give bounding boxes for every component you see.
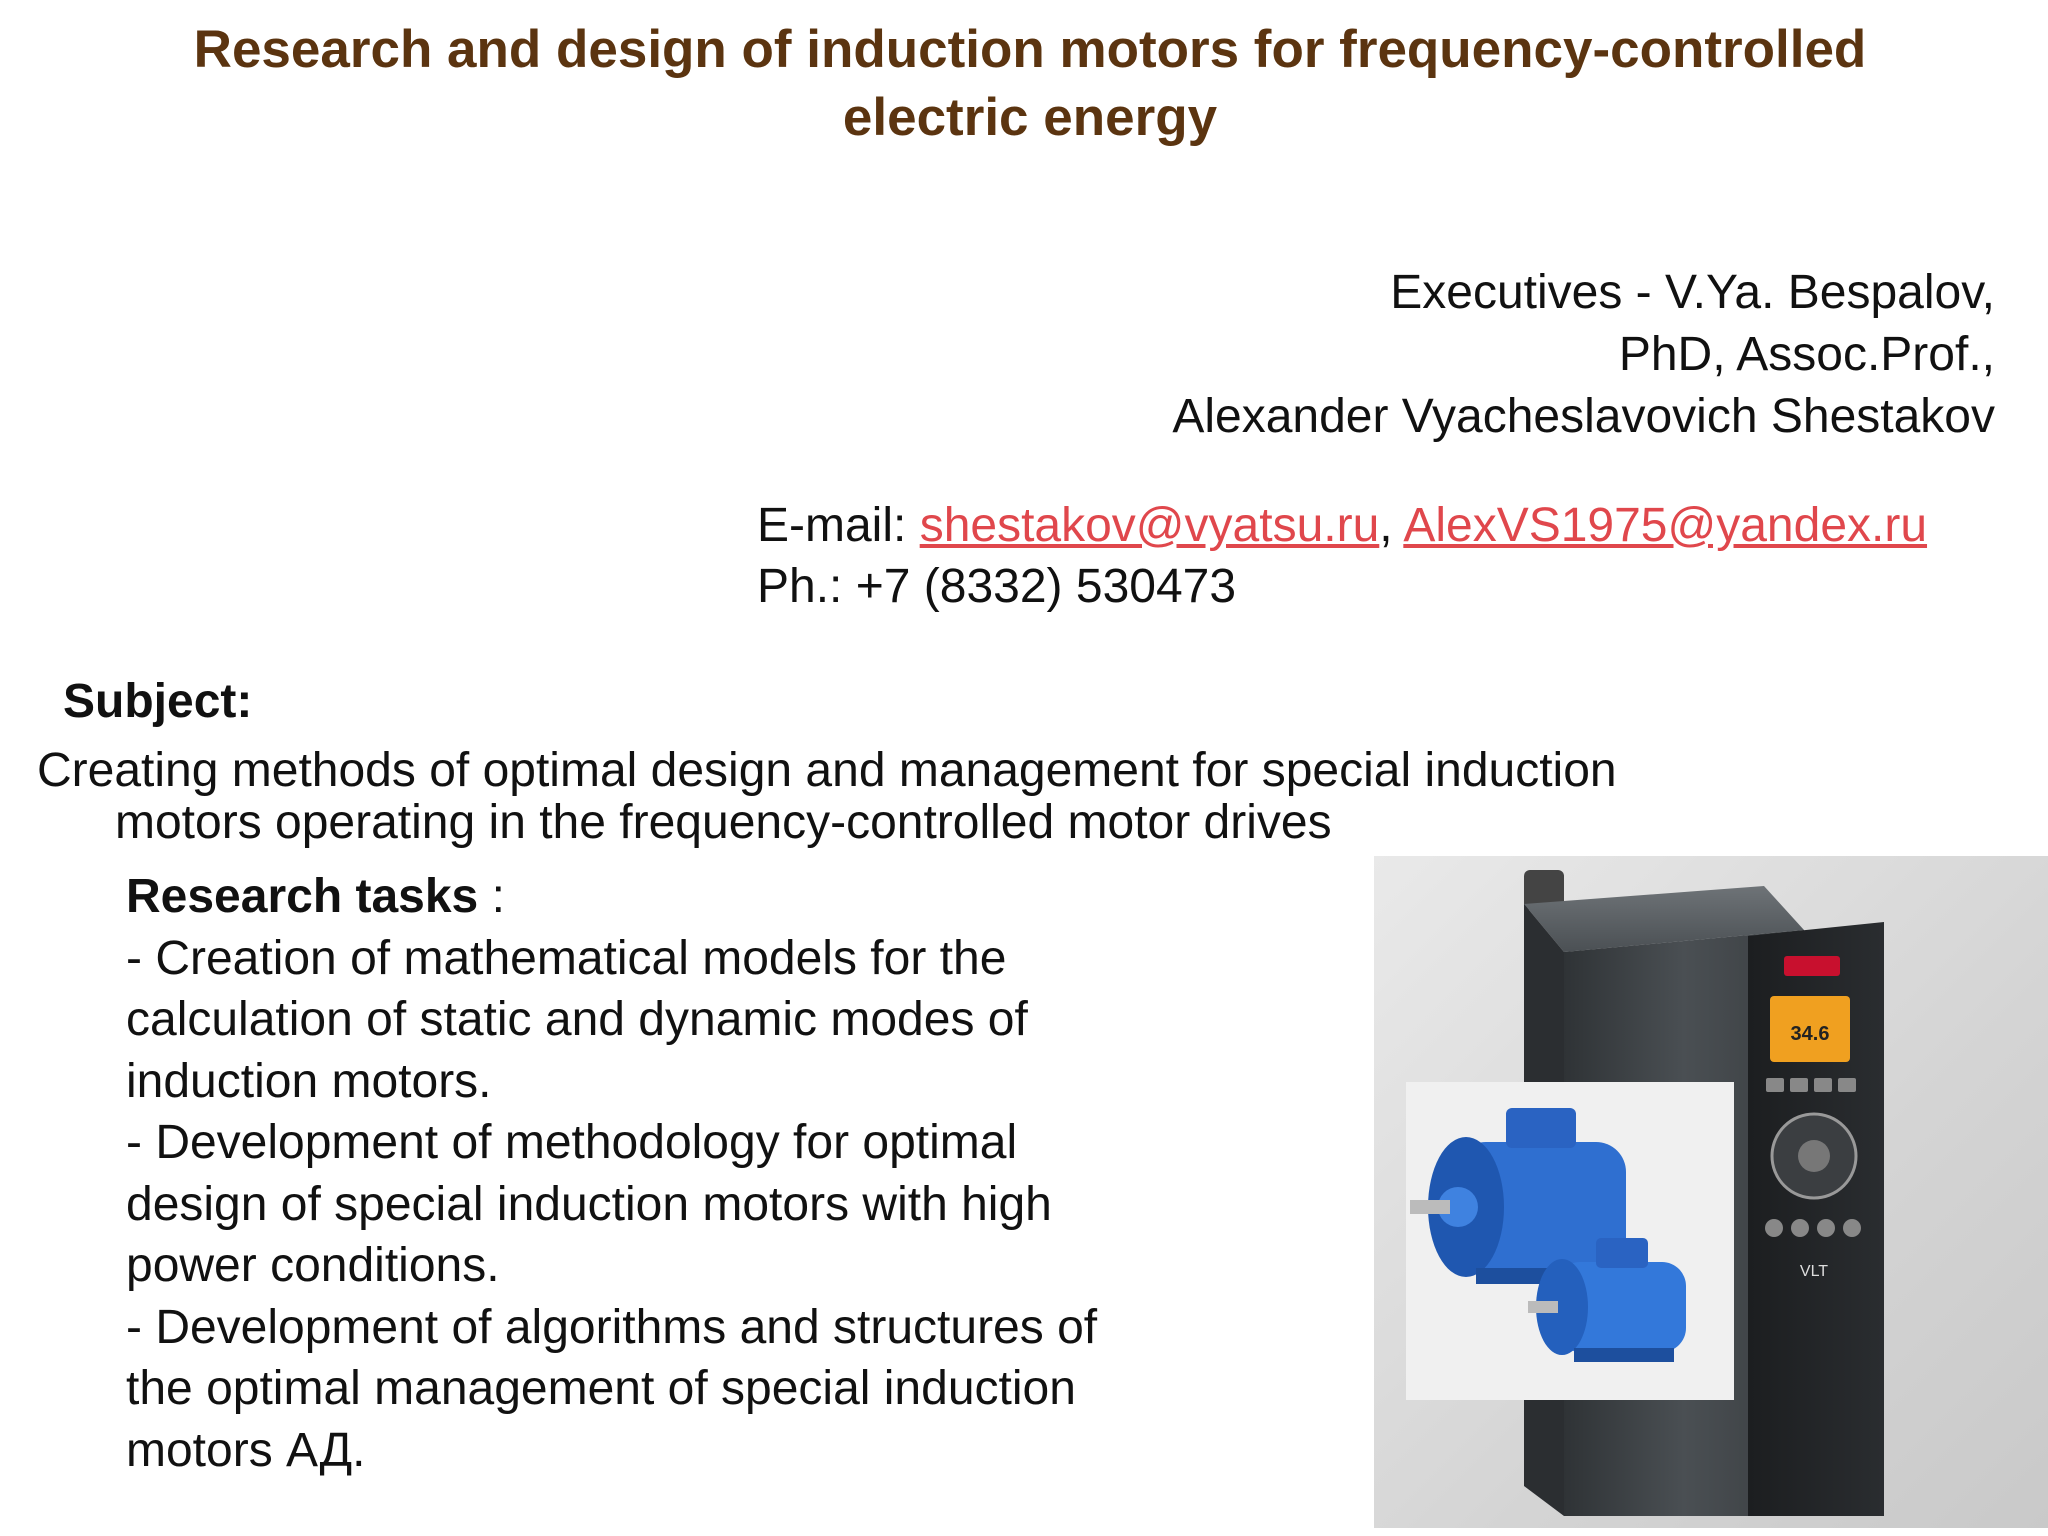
email-link-1[interactable]: shestakov@vyatsu.ru [919, 499, 1380, 552]
drive-logo [1784, 956, 1840, 976]
executives-line-3: Alexander Vyacheslavovich Shestakov [1172, 390, 1995, 443]
drive-button [1791, 1219, 1809, 1237]
task-line: power conditions. [126, 1239, 500, 1292]
contact-block [757, 495, 1927, 617]
title-line-2: electric energy [842, 88, 1218, 147]
task-line: design of special induction motors with high [126, 1177, 1052, 1231]
title-line-1: Research and design of induction motors for frequency-controlled [193, 20, 1867, 79]
subject-text [37, 745, 1737, 849]
motor-terminal-box [1506, 1108, 1576, 1148]
task-line: - Development of methodology for optimal [126, 1116, 1018, 1169]
email-link-2[interactable]: AlexVS1975@yandex.ru [1403, 499, 1928, 552]
subject-line-2: motors operating in the frequency-controlled motor drives [115, 796, 1332, 849]
email-label: E-mail: [757, 499, 920, 552]
executives-line-2: PhD, Assoc.Prof., [1618, 328, 1995, 381]
drive-button [1765, 1219, 1783, 1237]
motor-photo [1406, 1082, 1734, 1400]
task-line: the optimal management of special induction [126, 1362, 1076, 1415]
motor-small-feet [1574, 1348, 1674, 1362]
drive-button [1790, 1078, 1808, 1092]
drive-button [1838, 1078, 1856, 1092]
research-tasks-heading [126, 866, 1226, 928]
research-tasks [126, 866, 1226, 1481]
task-line: - Creation of mathematical models for the [126, 931, 1007, 985]
drive-button [1766, 1078, 1784, 1092]
research-tasks-heading-suffix: : [478, 870, 505, 923]
task-line: calculation of static and dynamic modes of [126, 993, 1028, 1046]
task-line: - Development of algorithms and structures of [126, 1300, 1098, 1354]
research-tasks-heading-text: Research tasks [126, 870, 479, 923]
motor-large-shaft [1410, 1200, 1450, 1214]
subject-line-1: Creating methods of optimal design and management for special induction [37, 744, 1617, 797]
drive-model-text: VLT [1799, 1263, 1829, 1280]
drive-display-value: 34.6 [1790, 1023, 1830, 1045]
slide-title [60, 16, 2000, 152]
induction-motors-illustration [1406, 1082, 1734, 1400]
drive-button [1814, 1078, 1832, 1092]
email-line [757, 495, 1927, 556]
subject-label: Subject: [63, 675, 253, 728]
motor-small-shaft [1528, 1301, 1558, 1313]
executives-block [1172, 262, 1995, 448]
executives-line-1: Executives - V.Ya. Bespalov, [1390, 266, 1995, 319]
drive-button [1843, 1219, 1861, 1237]
phone-line: Ph.: +7 (8332) 530473 [757, 560, 1237, 613]
task-line: induction motors. [126, 1054, 492, 1108]
motor-small-terminal-box [1596, 1238, 1648, 1268]
drive-nav-center [1798, 1140, 1830, 1172]
task-line: motors АД. [126, 1423, 366, 1477]
email-separator: , [1379, 499, 1404, 552]
drive-button [1817, 1219, 1835, 1237]
